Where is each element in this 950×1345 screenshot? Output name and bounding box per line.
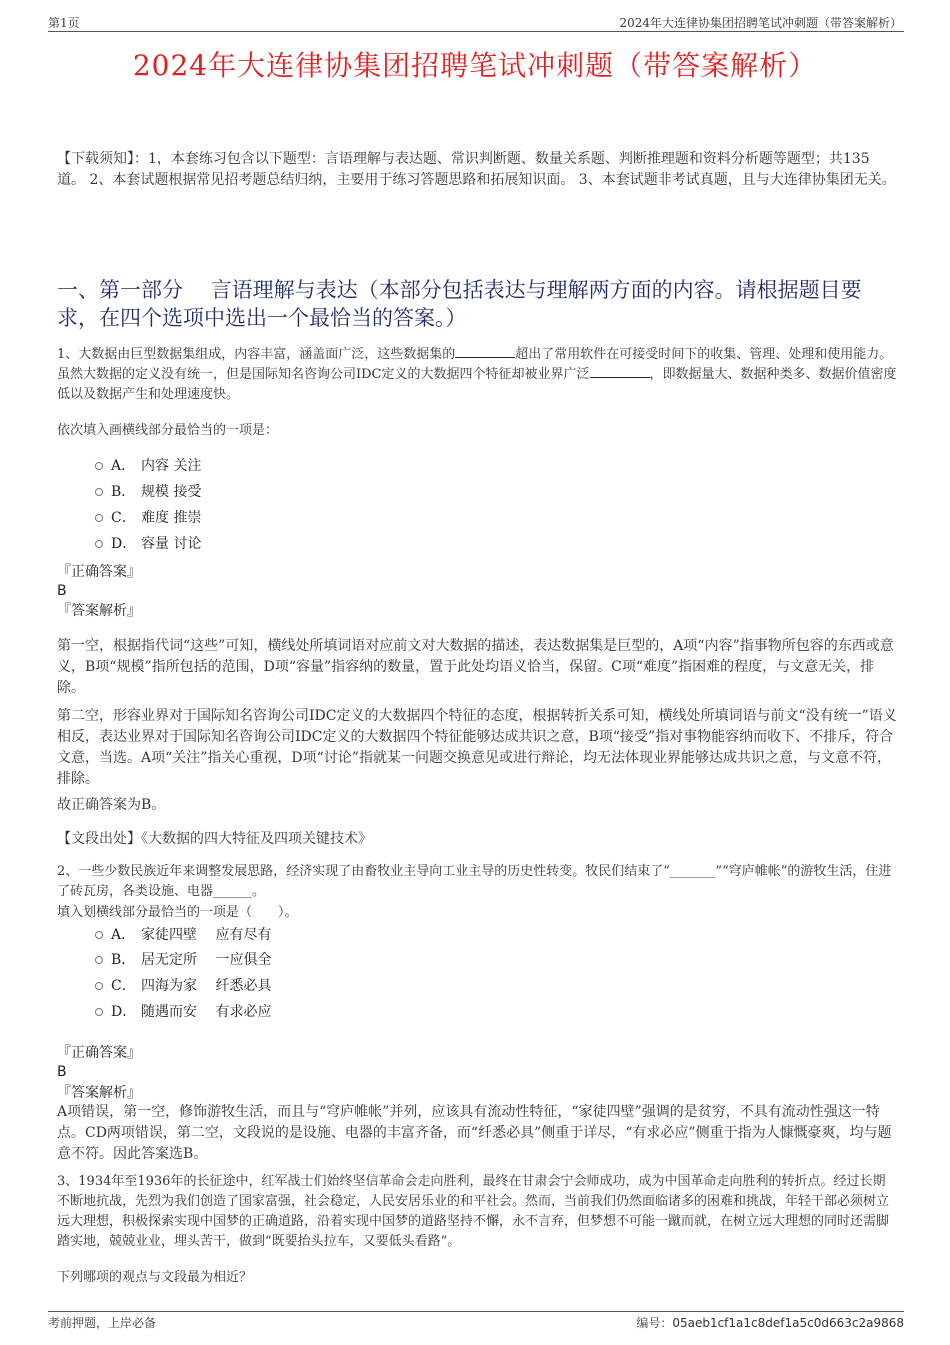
- footer-slogan: 考前押题，上岸必备: [48, 1316, 157, 1330]
- radio-button[interactable]: [95, 1008, 103, 1016]
- question-1-option-a[interactable]: A． 内容 关注: [95, 456, 201, 476]
- document-code: 编号：05aeb1cf1a1c8def1a5c0d663c2a9868: [636, 1316, 904, 1330]
- radio-button[interactable]: [95, 462, 103, 470]
- analysis-label: 『答案解析』: [57, 603, 141, 619]
- question-1-option-d[interactable]: D． 容量 讨论: [95, 534, 201, 554]
- question-2-analysis: A项错误，第一空，修饰游牧生活，而且与“穹庐帷帐”并列，应该具有流动性特征，“家徒四壁”强调的是贫穷，不具有流动性强这一特点。CD两项错误，第二空，文段说的是设施、电器的丰富齐备，而“纤悉必具”侧重于详尽，“有求必应”侧重于指为人慷慨豪爽，均与题意不符。因此答案选B。: [57, 1104, 892, 1162]
- answer-blank: [455, 345, 515, 358]
- answer-blank: [590, 365, 650, 378]
- radio-button[interactable]: [95, 956, 103, 964]
- answer-label: 『正确答案』: [57, 1045, 141, 1061]
- conclusion: 故正确答案为B。: [57, 797, 166, 813]
- question-2-option-b[interactable]: B． 居无定所 一应俱全: [95, 950, 271, 970]
- answer-label: 『正确答案』: [57, 564, 141, 580]
- download-notice: 【下载须知】：1，本套练习包含以下题型：言语理解与表达题、常识判断题、数量关系题、判断推理题和资料分析题等题型；共135道。 2、本套试题根据常见招考题总结归纳，主要用于练习答题思路和拓展知识面。 3、本套试题非考试真题，且与大连律协集团无关。: [57, 151, 896, 188]
- radio-button[interactable]: [95, 982, 103, 990]
- radio-button[interactable]: [95, 488, 103, 496]
- footer-divider: [48, 1311, 904, 1312]
- question-2-stem: 2、一些少数民族近年来调整发展思路，经济实现了由畜牧业主导向工业主导的历史性转变。牧民们结束了“_______”“穹庐帷帐”的游牧生活，住进了砖瓦房，各类设施、电器______。: [57, 864, 892, 899]
- analysis-paragraph-1: 第一空，根据指代词“这些”可知，横线处所填词语对应前文对大数据的描述，表达数据集是巨型的，A项“内容”指事物所包容的东西或意义，B项“规模”指所包括的范围，D项“容量”指容纳的数量，置于此处均语义恰当，保留。C项“难度”指困难的程度，与文意无关，排除。: [57, 638, 894, 696]
- section-heading: 一、第一部分 言语理解与表达（本部分包括表达与理解两方面的内容。请根据题目要求，在四个选项中选出一个最恰当的答案。）: [57, 278, 862, 330]
- answer-value: B: [57, 1064, 67, 1080]
- question-1-prompt: 依次填入画横线部分最恰当的一项是：: [57, 423, 279, 438]
- page-number: 第1页: [48, 16, 80, 30]
- question-1-option-b[interactable]: B． 规模 接受: [95, 482, 201, 502]
- question-3-stem: 3、1934年至1936年的长征途中，红军战士们始终坚信革命会走向胜利，最终在甘肃会宁会师成功，成为中国革命走向胜利的转折点。经过长期不断地抗战，先烈为我们创造了国家富强，社会稳定，人民安居乐业的和平社会。然而，当前我们仍然面临诸多的困难和挑战，年轻干部必须树立远大理想，积极探索实现中国梦的正确道路，沿着实现中国梦的道路坚持不懈，永不言弃，但梦想不可能一蹴而就，在树立远大理想的同时还需脚踏实地，兢兢业业，埋头苦干，做到“既要抬头拉车，又要低头看路”。: [57, 1174, 890, 1249]
- analysis-label: 『答案解析』: [57, 1085, 141, 1101]
- header-doc-title: 2024年大连律协集团招聘笔试冲刺题（带答案解析）: [619, 16, 902, 30]
- question-3-prompt: 下列哪项的观点与文段最为相近？: [57, 1270, 253, 1285]
- header-divider: [48, 31, 904, 32]
- radio-button[interactable]: [95, 540, 103, 548]
- question-2-option-d[interactable]: D． 随遇而安 有求必应: [95, 1002, 271, 1022]
- answer-value: B: [57, 583, 67, 599]
- question-1-option-c[interactable]: C． 难度 推崇: [95, 508, 201, 528]
- question-2-option-a[interactable]: A． 家徒四壁 应有尽有: [95, 925, 271, 945]
- radio-button[interactable]: [95, 931, 103, 939]
- analysis-paragraph-2: 第二空，形容业界对于国际知名咨询公司IDC定义的大数据四个特征的态度，根据转折关系可知，横线处所填词语与前文“没有统一”语义相反，表达业界对于国际知名咨询公司IDC定义的大数据四个特征能够达成共识之意，B项“接受”指对事物能容纳而收下、不排斥，符合文意，当选。A项“关注”指关心重视，D项“讨论”指就某一问题交换意见或进行辩论，均无法体现业界能够达成共识之意，与文意不符，排除。: [57, 708, 897, 787]
- source-citation: 【文段出处】《大数据的四大特征及四项关键技术》: [57, 831, 372, 847]
- radio-button[interactable]: [95, 514, 103, 522]
- page-title: 2024年大连律协集团招聘笔试冲刺题（带答案解析）: [132, 49, 818, 82]
- question-2-prompt: 填入划横线部分最恰当的一项是（ ）。: [57, 905, 298, 920]
- question-1-stem: 1、大数据由巨型数据集组成，内容丰富，涵盖面广泛，这些数据集的 超出了常用软件在可接受时间下的收集、管理、处理和使用能力。虽然大数据的定义没有统一，但是国际知名咨询公司IDC定义的大数据四个特征却被业界广泛 ，即数据量大、数据种类多、数据价值密度低以及数据产生和处理速度快。: [57, 347, 897, 402]
- question-2-option-c[interactable]: C． 四海为家 纤悉必具: [95, 976, 271, 996]
